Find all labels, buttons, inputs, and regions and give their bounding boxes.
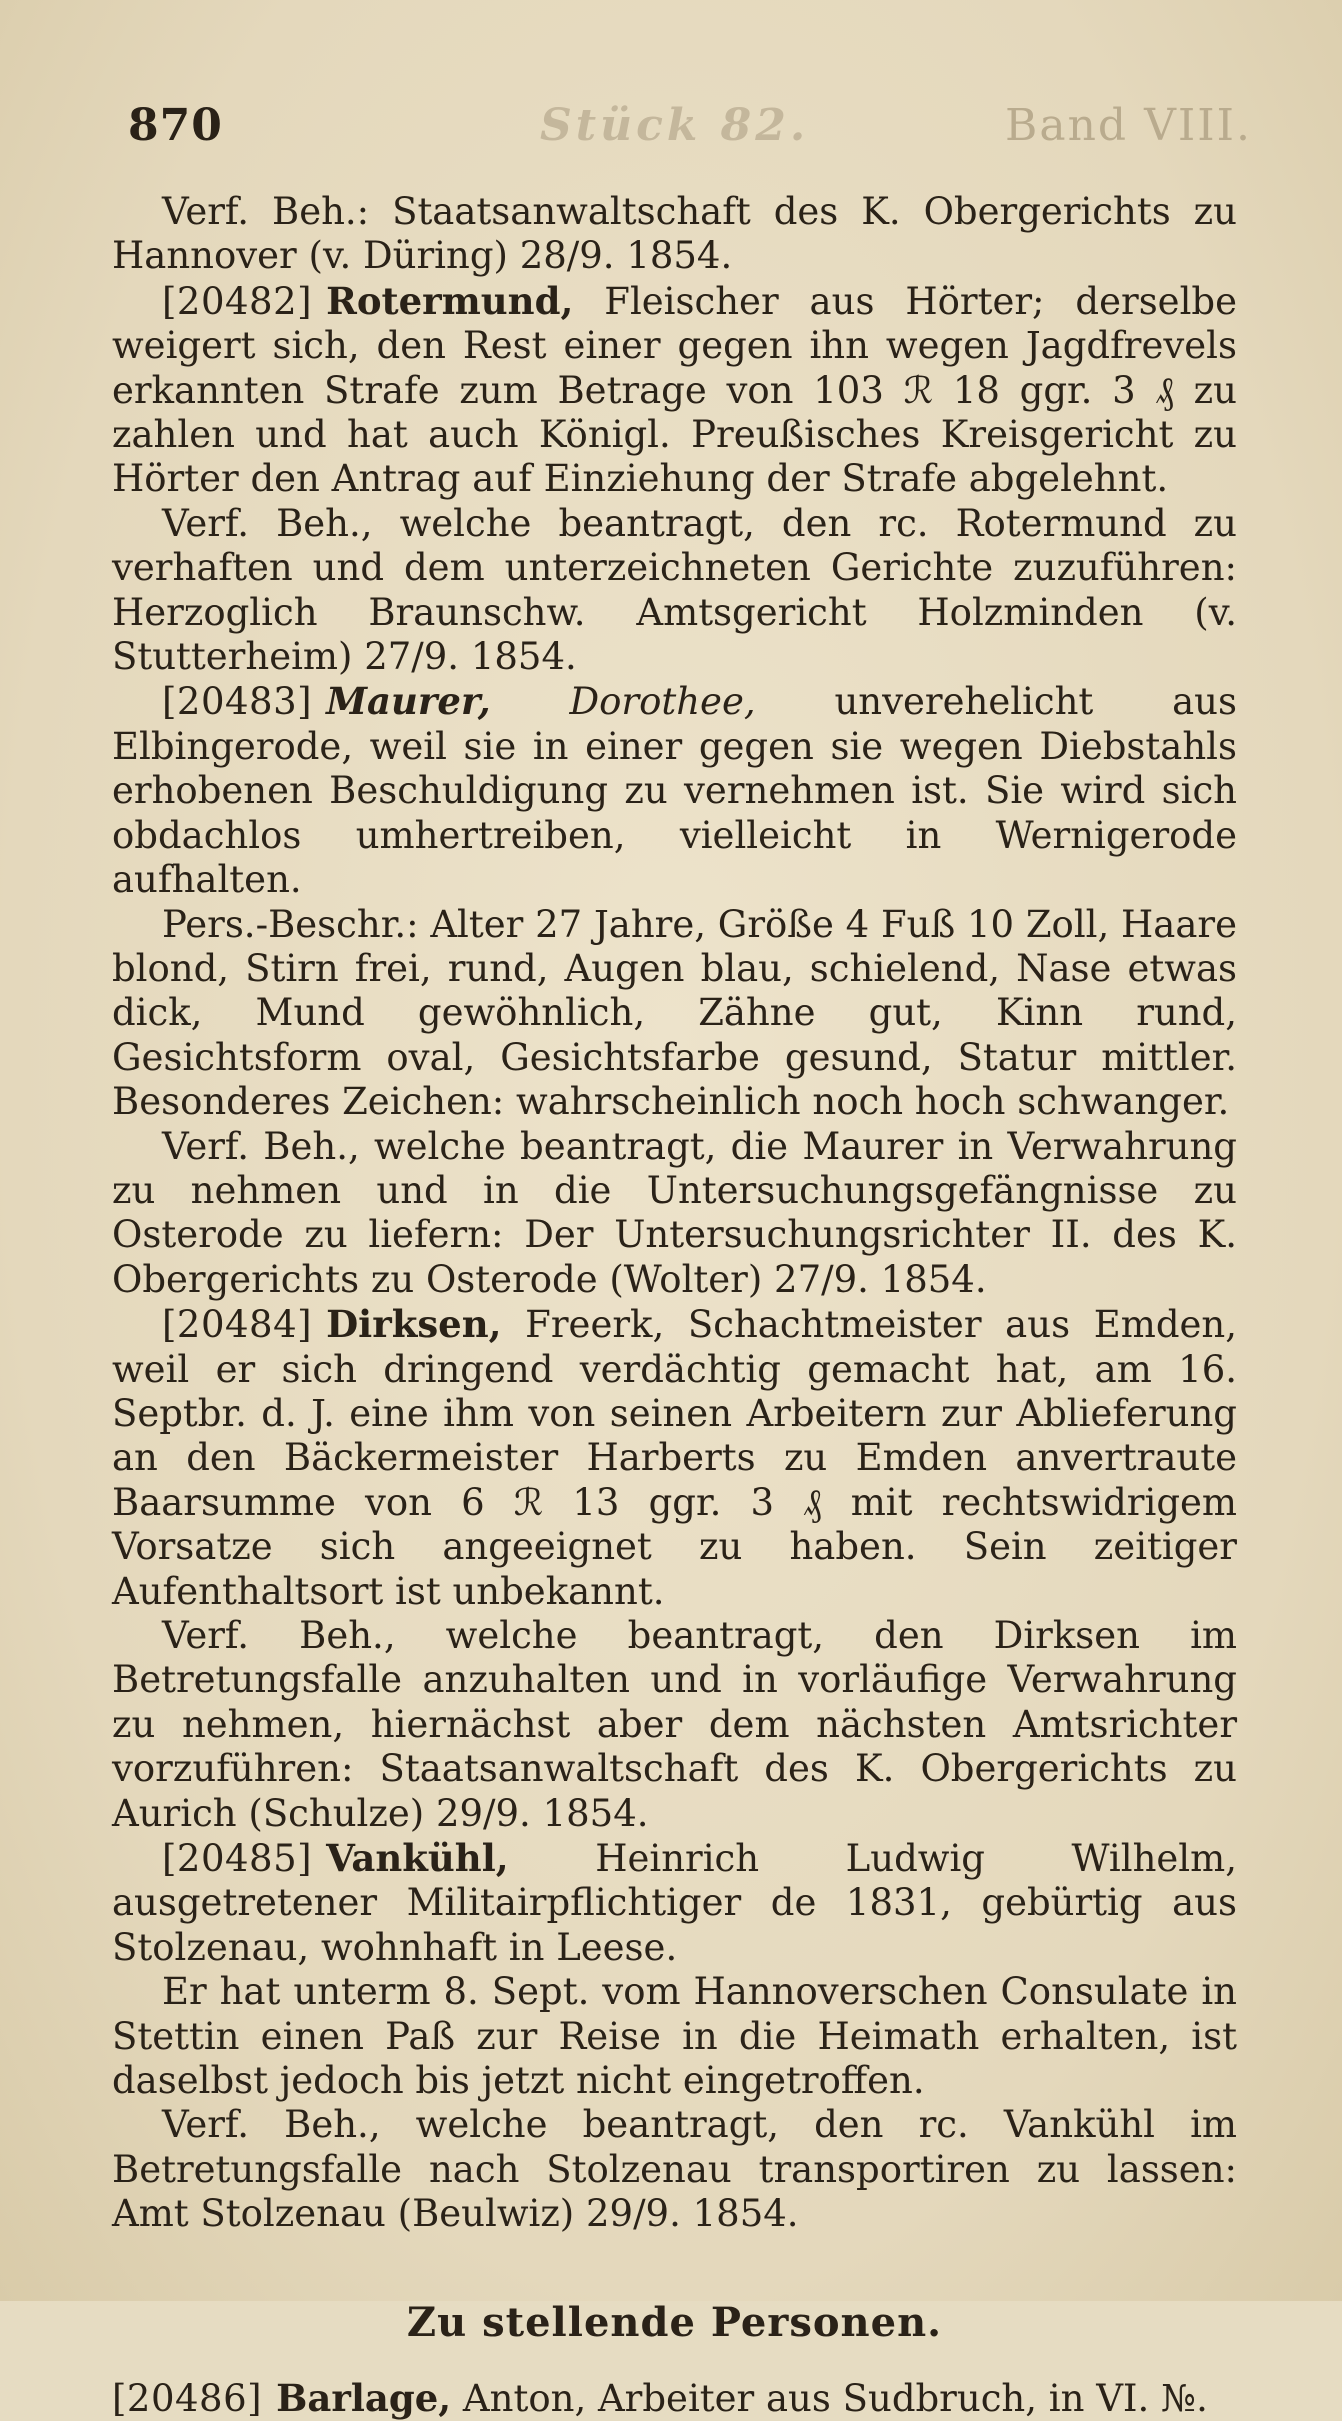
entry-body: Fleischer aus Hörter; derselbe weigert sich, den Rest einer gegen ihn wegen Jagdfrevels erkannten Strafe zum Betrage von 103 ℛ 18 ggr. 3 ₰ zu zahlen und hat auch Königl. Preußisches Kreisgericht zu Hörter den Antrag auf Einziehung der Strafe abgelehnt. — [112, 279, 1237, 501]
entry-20482-verf: Verf. Beh., welche beantragt, den rc. Rotermund zu verhaften und dem unterzeichneten Gerichte zuzuführen: Herzoglich Braunschw. Amtsgericht Holzminden (v. Stutterheim) 27/9. 1854. — [112, 501, 1237, 679]
entry-body: unverehelicht aus Elbingerode, weil sie in einer gegen sie wegen Diebstahls erhobenen Beschuldigung zu vernehmen ist. Sie wird sich obdachlos umhertreiben, vielleicht in Wernigerode aufhalten. — [112, 680, 1237, 902]
main-text — [112, 190, 1237, 2421]
entry-body: Heinrich Ludwig Wilhelm, ausgetretener Militairpflichtiger de 1831, gebürtig aus Stolzenau, wohnhaft in Leese. — [112, 1837, 1237, 1969]
entry-body: Freerk, Schachtmeister aus Emden, weil er sich dringend verdächtig gemacht hat, am 16. Septbr. d. J. eine ihm von seinen Arbeitern zur Ablieferung an den Bäckermeister Harberts zu Emden anvertraute Baarsumme von 6 ℛ 13 ggr. 3 ₰ mit rechtswidrigem Vorsatze sich angeeignet zu haben. Sein zeitiger Aufenthaltsort ist unbekannt. — [112, 1303, 1237, 1613]
entry-20485-verf: Verf. Beh., welche beantragt, den rc. Vankühl im Betretungsfalle nach Stolzenau transportiren zu lassen: Amt Stolzenau (Beulwiz) 29/9. 1854. — [112, 2103, 1237, 2236]
entry-20482 — [112, 279, 1237, 502]
entry-20485 — [112, 1836, 1237, 1970]
entry-20483-verf: Verf. Beh., welche beantragt, die Maurer in Verwahrung zu nehmen und in die Untersuchungsgefängnisse zu Osterode zu liefern: Der Untersuchungsrichter II. des K. Obergerichts zu Osterode (Wolter) 27/9. 1854. — [112, 1124, 1237, 1301]
entry-20484 — [112, 1302, 1237, 1614]
entry-number: [20485] — [162, 1837, 313, 1881]
entry-number: [20482] — [162, 279, 313, 323]
entry-name: Maurer, — [326, 679, 491, 724]
entry-number: [20486] — [112, 2376, 263, 2420]
entry-name: Vankühl, — [326, 1836, 509, 1881]
entry-20485-extra: Er hat unterm 8. Sept. vom Hannoverschen Consulate in Stettin einen Paß zur Reise in die Heimath erhalten, ist daselbst jedoch bis jetzt nicht eingetroffen. — [112, 1970, 1237, 2103]
entry-body: Anton, Arbeiter aus Sudbruch, in VI. №. — [451, 2376, 1208, 2420]
entry-name: Barlage, — [276, 2375, 452, 2420]
entry-firstname: Dorothee, — [490, 680, 756, 724]
bleed-through-center: Stück 82. — [540, 100, 810, 151]
entry-20486 — [112, 2376, 1237, 2421]
entry-name: Dirksen, — [326, 1302, 502, 1347]
entry-number: [20484] — [162, 1303, 313, 1347]
page-number: 870 — [128, 100, 223, 151]
entry-20483 — [112, 679, 1237, 902]
entry-number: [20483] — [162, 680, 313, 724]
bleed-through-header: Band VIII. — [1005, 100, 1252, 151]
entry-20484-verf: Verf. Beh., welche beantragt, den Dirksen im Betretungsfalle anzuhalten und in vorläufige Verwahrung zu nehmen, hiernächst aber dem nächsten Amtsrichter vorzuführen: Staatsanwaltschaft des K. Obergerichts zu Aurich (Schulze) 29/9. 1854. — [112, 1614, 1237, 1835]
entry-20483-description: Pers.-Beschr.: Alter 27 Jahre, Größe 4 Fuß 10 Zoll, Haare blond, Stirn frei, rund, Augen blau, schielend, Nase etwas dick, Mund gewöhnlich, Zähne gut, Kinn rund, Gesichtsform oval, Gesichtsfarbe gesund, Statur mittler. Besonderes Zeichen: wahrscheinlich noch hoch schwanger. — [112, 902, 1237, 1124]
entry-pre-verf: Verf. Beh.: Staatsanwaltschaft des K. Obergerichts zu Hannover (v. Düring) 28/9. 1854. — [112, 190, 1237, 278]
entry-name: Rotermund, — [326, 278, 574, 323]
section-title: Zu stellende Personen. — [406, 2298, 943, 2346]
